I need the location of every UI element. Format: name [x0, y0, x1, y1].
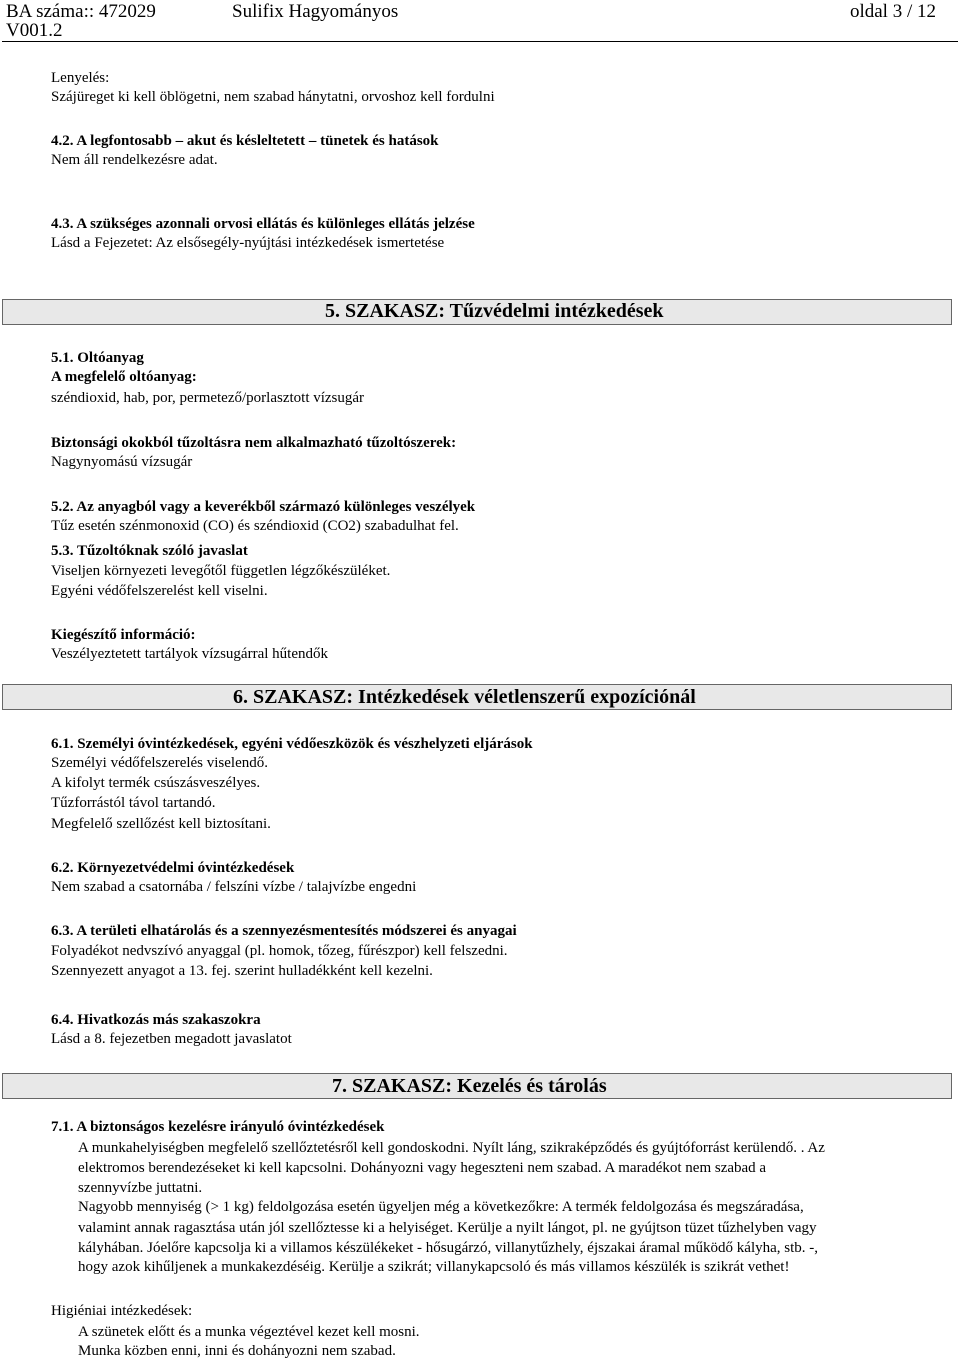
subsection-5-3-heading: 5.3. Tűzoltóknak szóló javaslat [51, 543, 248, 559]
subsection-6-4-heading: 6.4. Hivatkozás más szakaszokra [51, 1012, 261, 1028]
subsection-7-1-text-6: kályhában. Jóelőre kapcsolja ki a villamos készülékeket - hősugárzó, villanytűzhely, éjszakai áramal működő kályha, stb. -, [78, 1240, 819, 1256]
subsection-5-3-text-1: Viseljen környezeti levegőtől független légzőkészüléket. [51, 563, 391, 579]
subsection-7-1-text-4: Nagyobb mennyiség (> 1 kg) feldolgozása esetén ügyeljen még a következőkre: A termék feldolgozása és megszáradása, [78, 1199, 804, 1215]
ingestion-label: Lenyelés: [51, 70, 110, 86]
subsection-6-4-text: Lásd a 8. fejezetben megadott javaslatot [51, 1031, 292, 1047]
subsection-7-1-text-3: szennyvízbe juttatni. [78, 1180, 203, 1196]
company-product-name: Sulifix Hagyományos [232, 1, 399, 22]
page-number: oldal 3 / 12 [849, 1, 936, 22]
version-label: V001.2 [6, 20, 63, 41]
subsection-7-1-heading: 7.1. A biztonságos kezelésre irányuló óvintézkedések [51, 1119, 385, 1135]
subsection-7-1-text-2: elektromos berendezéseket ki kell kapcsolni. Dohányozni vagy hegeszteni nem szabad. A maradékot nem szabad a [78, 1160, 767, 1176]
additional-info-text: Veszélyeztetett tartályok vízsugárral hűtendők [51, 646, 328, 662]
subsection-7-1-text-5: valamint annak ragasztása után jól szellőztesse ki a helyiséget. Kerülje a nyilt lángot, pl. ne gyújtson tüzet tűzhelyben vagy [78, 1220, 817, 1236]
subsection-6-1-text-4: Megfelelő szellőzést kell biztosítani. [51, 816, 271, 832]
subsection-6-2-heading: 6.2. Környezetvédelmi óvintézkedések [51, 860, 295, 876]
section-7-title: 7. SZAKASZ: Kezelés és tárolás [332, 1075, 607, 1097]
section-5-title: 5. SZAKASZ: Tűzvédelmi intézkedések [325, 300, 664, 322]
subsection-6-3-text-2: Szennyezett anyagot a 13. fej. szerint hulladékként kell kezelni. [51, 963, 433, 979]
subsection-5-3-text-2: Egyéni védőfelszerelést kell viselni. [51, 583, 268, 599]
subsection-4-2-text: Nem áll rendelkezésre adat. [51, 152, 218, 168]
subsection-7-1-text-1: A munkahelyiségben megfelelő szellőztetésről kell gondoskodni. Nyílt láng, szikraképződés és gyújtóforrást kerülendő. . Az [78, 1140, 825, 1156]
section-6-title: 6. SZAKASZ: Intézkedések véletlenszerű expozíciónál [233, 686, 696, 708]
subsection-6-1-heading: 6.1. Személyi óvintézkedések, egyéni védőeszközök és vészhelyzeti eljárások [51, 736, 533, 752]
hygiene-text-1: A szünetek előtt és a munka végeztével kezet kell mosni. [78, 1324, 420, 1340]
subsection-6-3-heading: 6.3. A területi elhatárolás és a szennyezésmentesítés módszerei és anyagai [51, 923, 517, 939]
subsection-6-3-text-1: Folyadékot nedvszívó anyaggal (pl. homok, tőzeg, fűrészpor) kell felszedni. [51, 943, 508, 959]
subsection-4-3-heading: 4.3. A szükséges azonnali orvosi ellátás és különleges ellátás jelzése [51, 216, 475, 232]
subsection-5-1-heading: 5.1. Oltóanyag [51, 350, 144, 366]
subsection-4-2-heading: 4.2. A legfontosabb – akut és késleltetett – tünetek és hatások [51, 133, 439, 149]
subsection-4-3-text: Lásd a Fejezetet: Az elsősegély-nyújtási intézkedések ismertetése [51, 235, 445, 251]
subsection-6-1-text-3: Tűzforrástól távol tartandó. [51, 795, 216, 811]
suitable-extinguisher-label: A megfelelő oltóanyag: [51, 369, 197, 385]
subsection-6-1-text-2: A kifolyt termék csúszásveszélyes. [51, 775, 261, 791]
subsection-7-1-text-7: hogy azok kihűljenek a munkakezdéséig. Kerülje a szikrát; villanykapcsoló és más villamos készülék is szikrát vethet! [78, 1259, 790, 1275]
additional-info-label: Kiegészítő információ: [51, 627, 196, 643]
suitable-extinguisher-text: széndioxid, hab, por, permetező/porlasztott vízsugár [51, 390, 365, 406]
header-divider [2, 41, 958, 42]
subsection-6-1-text-1: Személyi védőfelszerelés viselendő. [51, 755, 269, 771]
unsuitable-extinguisher-text: Nagynyomású vízsugár [51, 454, 193, 470]
subsection-6-2-text: Nem szabad a csatornába / felszíni vízbe / talajvízbe engedni [51, 879, 417, 895]
subsection-5-2-heading: 5.2. Az anyagból vagy a keverékből származó különleges veszélyek [51, 499, 476, 515]
hygiene-text-2: Munka közben enni, inni és dohányozni nem szabad. [78, 1343, 396, 1359]
ingestion-text: Szájüreget ki kell öblögetni, nem szabad hánytatni, orvoshoz kell fordulni [51, 89, 495, 105]
hygiene-label: Higiéniai intézkedések: [51, 1303, 193, 1319]
unsuitable-extinguisher-label: Biztonsági okokból tűzoltásra nem alkalmazható tűzoltószerek: [51, 435, 457, 451]
document-number: BA száma:: 472029 [6, 1, 156, 22]
subsection-5-2-text: Tűz esetén szénmonoxid (CO) és széndioxid (CO2) szabadulhat fel. [51, 518, 459, 534]
